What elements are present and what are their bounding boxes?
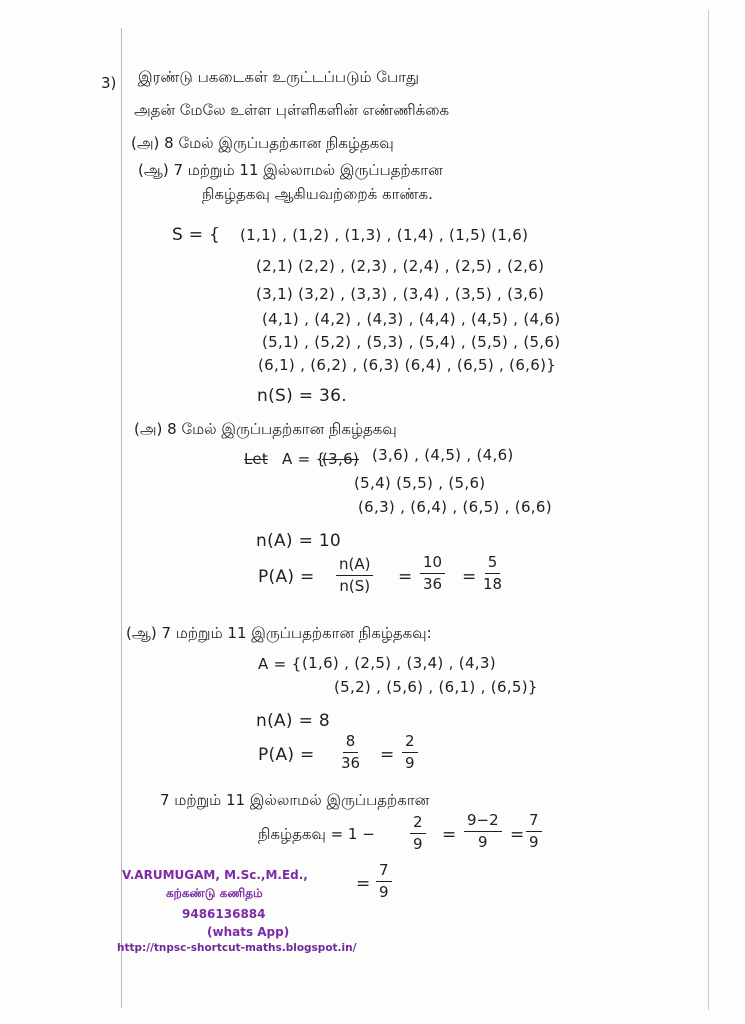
part-a-row-1: (3,6) , (4,5) , (4,6) [372, 446, 514, 464]
part-a-equals-1: = [398, 567, 413, 587]
sample-space-row-5: (5,1) , (5,2) , (5,3) , (5,4) , (5,5) , (5,6) [262, 333, 561, 351]
question-line-4: (ஆ) 7 மற்றும் 11 இல்லாமல் இருப்பதற்கான [138, 161, 443, 179]
part-a-fraction-1-denominator: 36 [423, 575, 443, 594]
sample-space-row-6: (6,1) , (6,2) , (6,3) (6,4) , (6,5) , (6,6)} [258, 356, 557, 374]
part-b-fraction-1-denominator: 36 [341, 754, 361, 773]
part-c-fraction-3-denominator: 9 [529, 833, 539, 852]
part-a-set-prefix: A = { [282, 450, 326, 468]
signature-name: V.ARUMUGAM, M.Sc.,M.Ed., [122, 868, 308, 882]
part-b-prob-label: P(A) = [258, 745, 315, 765]
signature-link[interactable]: http://tnpsc-shortcut-maths.blogspot.in/ [117, 942, 357, 954]
part-a-fraction-1 [420, 554, 445, 594]
part-c-equals-2: = [510, 825, 525, 845]
part-a-equals-2: = [462, 567, 477, 587]
part-b-fraction-1 [338, 733, 363, 773]
part-a-formula-numerator: n(A) [336, 556, 373, 576]
page-left-margin-line [121, 28, 122, 1008]
sample-space-row-3: (3,1) (3,2) , (3,3) , (3,4) , (3,5) , (3,6) [256, 285, 545, 303]
part-c-fraction-3 [526, 812, 542, 852]
sample-space-row-4: (4,1) , (4,2) , (4,3) , (4,4) , (4,5) , (4,6) [262, 310, 561, 328]
part-c-label: நிகழ்தகவு = 1 − [258, 825, 375, 843]
part-a-fraction-2-denominator: 18 [483, 575, 503, 594]
part-c-fraction-1-numerator: 2 [410, 814, 426, 834]
part-c-fraction-2-denominator: 9 [478, 833, 488, 852]
part-c-equals-1: = [442, 825, 457, 845]
part-a-heading: (அ) 8 மேல் இருப்பதற்கான நிகழ்தகவு [134, 420, 397, 438]
part-a-count: n(A) = 10 [256, 531, 342, 551]
part-a-formula-fraction [336, 556, 373, 596]
part-c-fraction-2-numerator: 9−2 [464, 812, 502, 832]
part-c-fraction-4-numerator: 7 [376, 862, 392, 882]
part-c-fraction-4-denominator: 9 [379, 883, 389, 902]
sample-space-prefix: S = { [172, 225, 221, 245]
part-b-fraction-2-numerator: 2 [402, 733, 418, 753]
part-a-row-2: (5,4) (5,5) , (5,6) [354, 474, 486, 492]
part-c-equals-3: = [356, 874, 371, 894]
part-c-heading: 7 மற்றும் 11 இல்லாமல் இருப்பதற்கான [160, 791, 430, 809]
part-a-prob-label: P(A) = [258, 567, 315, 587]
part-b-set-prefix: A = { [258, 655, 302, 673]
part-b-fraction-1-numerator: 8 [343, 733, 359, 753]
part-a-fraction-1-numerator: 10 [420, 554, 445, 574]
part-b-row-2: (5,2) , (5,6) , (6,1) , (6,5)} [334, 678, 538, 696]
part-c-fraction-2 [464, 812, 502, 852]
page-right-edge-line [708, 10, 709, 1010]
part-b-fraction-2-denominator: 9 [405, 754, 415, 773]
part-a-fraction-2 [480, 554, 505, 594]
part-b-heading: (ஆ) 7 மற்றும் 11 இருப்பதற்கான நிகழ்தகவு: [126, 624, 432, 642]
sample-space-row-1: (1,1) , (1,2) , (1,3) , (1,4) , (1,5) (1,6) [240, 226, 529, 244]
question-line-2: அதன் மேலே உள்ள புள்ளிகளின் எண்ணிக்கை [134, 101, 450, 119]
part-c-fraction-4 [376, 862, 392, 902]
sample-space-count: n(S) = 36. [257, 386, 347, 406]
part-b-fraction-2 [402, 733, 418, 773]
part-c-fraction-3-numerator: 7 [526, 812, 542, 832]
question-line-1: இரண்டு பகடைகள் உருட்டப்படும் போது [138, 68, 419, 86]
part-a-struck-prefix: Let [244, 450, 269, 468]
sample-space-row-2: (2,1) (2,2) , (2,3) , (2,4) , (2,5) , (2,6) [256, 257, 545, 275]
part-c-fraction-1-denominator: 9 [413, 835, 423, 854]
part-a-formula-denominator: n(S) [339, 577, 371, 596]
signature-note: (whats App) [207, 925, 290, 939]
question-number: 3) [101, 74, 117, 92]
part-c-fraction-1 [410, 814, 426, 854]
part-a-struck-item: (3,6) [322, 450, 360, 468]
signature-title: கற்கண்டு கணிதம் [166, 886, 263, 900]
question-line-3: (அ) 8 மேல் இருப்பதற்கான நிகழ்தகவு [131, 134, 394, 152]
question-line-5: நிகழ்தகவு ஆகியவற்றைக் காண்க. [202, 185, 433, 203]
part-b-row-1: (1,6) , (2,5) , (3,4) , (4,3) [302, 654, 496, 672]
part-b-equals: = [380, 745, 395, 765]
part-b-count: n(A) = 8 [256, 711, 330, 731]
part-a-row-3: (6,3) , (6,4) , (6,5) , (6,6) [358, 498, 552, 516]
signature-phone: 9486136884 [182, 907, 266, 921]
part-a-fraction-2-numerator: 5 [485, 554, 501, 574]
